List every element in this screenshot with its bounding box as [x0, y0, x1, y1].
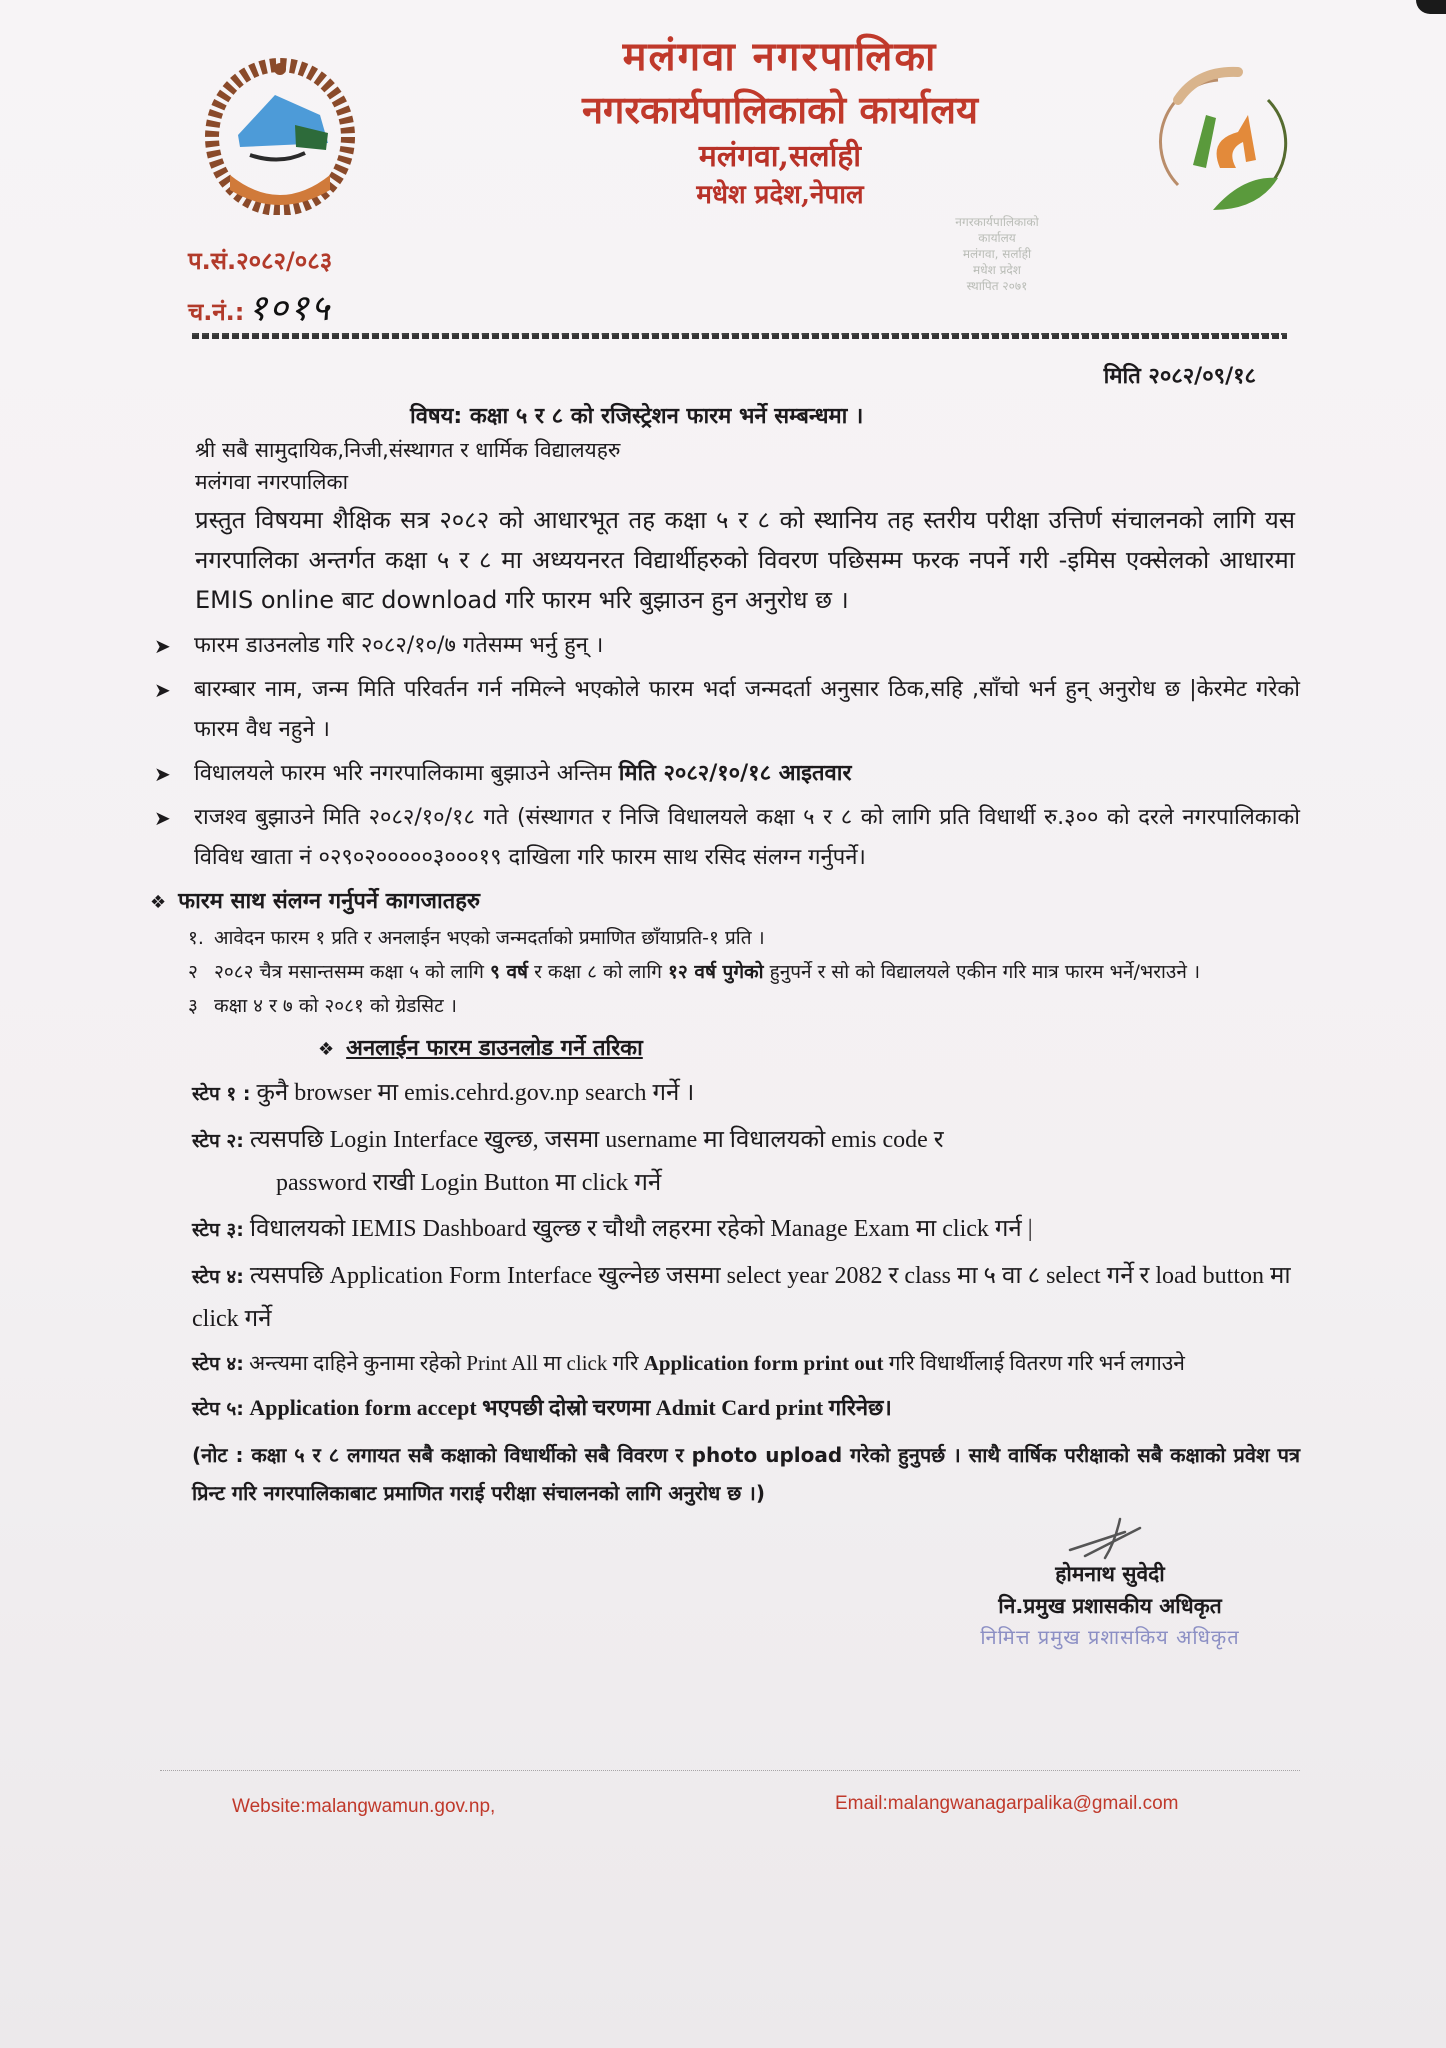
step-text: गरि विधार्थीलाई वितरण गरि भर्न लगाउने	[883, 1351, 1185, 1375]
note-paragraph: (नोट : कक्षा ५ र ८ लगायत सबै कक्षाको विधार्थीको सबै विवरण र photo upload गरेको हुनुपर्छ । साथै वार्षिक परीक्षाको सबै कक्षाको प्रवेश पत्र प्रिन्ट गरि नगरपालिकाबाट प्रमाणित गराई परीक्षा संचालनको लागि अनुरोध छ ।)	[192, 1443, 1300, 1505]
instruction-item	[150, 670, 1300, 750]
step-text: त्यसपछि Application Form Interface खुल्नेछ जसमा select year 2082 र class मा ५ वा ८ select गर्ने र load button मा click गर्ने	[192, 1263, 1291, 1332]
municipality-name: मलंगवा नगरपालिका	[622, 33, 938, 80]
item-text: २०८२ चैत्र मसान्तसम्म कक्षा ५ को लागि	[214, 961, 490, 983]
instruction-text: राजश्व बुझाउने मिति २०८२/१०/१८ गते (संस्थागत र निजि विधालयले कक्षा ५ र ८ को लागि प्रति विधार्थी रु.३०० को दरले नगरपालिकाको विविध खाता नं ०२९०२०००००३०००१९ दाखिला गरि फारम साथ रसिद संलग्न गर्नुपर्ने।	[194, 805, 1300, 870]
fiscal-year-ref: प.सं.२०८२/०८३	[188, 247, 333, 275]
instruction-item	[150, 626, 1300, 666]
office-name: नगरकार्यपालिकाको कार्यालय	[581, 87, 979, 132]
photo-edge-shadow	[1416, 0, 1446, 14]
step-emphasis: Application form print out	[643, 1351, 884, 1375]
step-item	[192, 1255, 1300, 1340]
document-item	[188, 989, 1298, 1023]
signatory-block	[930, 1558, 1290, 1652]
howto-heading-text: अनलाईन फारम डाउनलोड गर्ने तरिका	[346, 1036, 643, 1061]
item-number: २	[188, 961, 198, 983]
age-requirement: १२ वर्ष पुगेको	[668, 961, 764, 983]
instruction-list	[150, 626, 1300, 878]
dispatch-number-handwritten: १०१५	[248, 288, 332, 329]
steps-list	[192, 1072, 1300, 1430]
letter-body	[150, 400, 1300, 1686]
step-emphasis: Application form accept भएपछी दोस्रो चरणमा Admit Card print गरिनेछ।	[249, 1395, 892, 1420]
addressee-line: श्री सबै सामुदायिक,निजी,संस्थागत र धार्मिक विद्यालयहरु	[195, 438, 621, 462]
dispatch-label: च.नं.:	[188, 298, 245, 326]
diamond-bullet-icon: ❖	[150, 892, 167, 913]
instruction-text: विधालयले फारम भरि नगरपालिकामा बुझाउने अन्तिम	[194, 761, 619, 786]
municipality-logo-icon	[1148, 60, 1298, 220]
stamp-line: कार्यालय	[978, 231, 1016, 245]
step-label: स्टेप ४:	[192, 1266, 244, 1288]
arrow-bullet-icon: ➤	[154, 678, 171, 702]
step-item	[192, 1119, 1300, 1204]
step-text: विधालयको IEMIS Dashboard खुल्छ र चौथौ लहरमा रहेको Manage Exam मा click गर्न |	[249, 1216, 1033, 1242]
step-item	[192, 1344, 1300, 1383]
letter-date: मिति २०८२/०९/१८	[1103, 364, 1256, 389]
step-text: त्यसपछि Login Interface खुल्छ, जसमा username मा विधालयको emis code र	[249, 1127, 944, 1153]
signatory-title: नि.प्रमुख प्रशासकीय अधिकृत	[998, 1594, 1222, 1618]
instruction-item	[150, 798, 1300, 878]
step-item	[192, 1387, 1300, 1430]
age-requirement: ९ वर्ष	[490, 961, 529, 983]
header-divider	[192, 333, 1287, 339]
step-label: स्टेप ४:	[192, 1353, 244, 1375]
item-text: र कक्षा ८ को लागि	[528, 961, 669, 983]
howto-heading	[318, 1031, 1300, 1068]
signature-area	[150, 1516, 1300, 1686]
step-text: अन्त्यमा दाहिने कुनामा रहेको Print All मा click गरि	[249, 1351, 644, 1375]
office-location: मलंगवा,सर्लाही	[698, 139, 862, 174]
stamp-line: नगरकार्यपालिकाको	[955, 215, 1039, 229]
step-label: स्टेप ३:	[192, 1219, 244, 1241]
stamp-line: स्थापित २०७१	[966, 279, 1028, 293]
signatory-stamp: निमित्त प्रमुख प्रशासकिय अधिकृत	[980, 1625, 1240, 1649]
documents-heading-text: फारम साथ संलग्न गर्नुपर्ने कागजातहरु	[178, 889, 481, 914]
deadline-text: मिति २०८२/१०/१८ आइतवार	[618, 761, 852, 786]
body-paragraph: प्रस्तुत विषयमा शैक्षिक सत्र २०८२ को आधारभूत तह कक्षा ५ र ८ को स्थानिय तह स्तरीय परीक्षा उत्तिर्ण संचालनको लागि यस नगरपालिका अन्तर्गत कक्षा ५ र ८ मा अध्ययनरत विद्यार्थीहरुको विवरण पछिसम्म फरक नपर्ने गरी -इमिस एक्सेलको आधारमा EMIS online बाट download गरि फारम भरि बुझाउन हुन अनुरोध छ ।	[195, 506, 1295, 614]
stamp-line: मलंगवा, सर्लाही	[962, 247, 1032, 261]
footer-divider	[160, 1770, 1300, 1771]
addressee-line: मलंगवा नगरपालिका	[195, 470, 349, 494]
subject-line: विषय: कक्षा ५ र ८ को रजिस्ट्रेशन फारम भर्ने सम्बन्धमा ।	[410, 404, 864, 429]
step-label: स्टेप २:	[192, 1130, 244, 1152]
step-label: स्टेप ५:	[192, 1398, 244, 1420]
item-number: ३	[188, 995, 198, 1017]
instruction-item	[150, 754, 1300, 794]
letterhead	[430, 30, 1130, 212]
documents-heading	[150, 884, 1300, 921]
item-text: आवेदन फारम १ प्रति र अनलाईन भएको जन्मदर्ताको प्रमाणित छाँयाप्रति-१ प्रति ।	[214, 927, 765, 949]
step-item	[192, 1208, 1300, 1251]
footer-website: Website:malangwamun.gov.np,	[232, 1796, 496, 1817]
signatory-name: होमनाथ सुवेदी	[1055, 1562, 1165, 1586]
arrow-bullet-icon: ➤	[154, 806, 171, 830]
documents-list	[188, 921, 1298, 1023]
footer-email: Email:malangwanagarpalika@gmail.com	[835, 1793, 1179, 1814]
step-label: स्टेप १ :	[192, 1083, 251, 1105]
arrow-bullet-icon: ➤	[154, 634, 171, 658]
diamond-bullet-icon: ❖	[318, 1039, 335, 1060]
step-text-continued: password राखी Login Button मा click गर्ने	[276, 1170, 662, 1196]
arrow-bullet-icon: ➤	[154, 762, 171, 786]
nepal-emblem-icon	[200, 55, 360, 215]
item-number: १.	[188, 927, 204, 949]
office-stamp	[912, 214, 1082, 294]
instruction-text: फारम डाउनलोड गरि २०८२/१०/७ गतेसम्म भर्नु हुन् ।	[194, 633, 604, 658]
office-province: मधेश प्रदेश,नेपाल	[696, 180, 864, 210]
step-item	[192, 1072, 1300, 1115]
signature-icon	[1065, 1516, 1155, 1560]
step-text: कुनै browser मा emis.cehrd.gov.np search गर्ने ।	[256, 1080, 695, 1106]
item-text: हुनुपर्ने र सो को विद्यालयले एकीन गरि मात्र फारम भर्ने/भराउने ।	[763, 961, 1201, 983]
document-item	[188, 921, 1298, 955]
stamp-line: मधेश प्रदेश	[973, 263, 1021, 277]
dispatch-ref	[188, 282, 331, 331]
item-text: कक्षा ४ र ७ को २०८१ को ग्रेडसिट ।	[214, 995, 457, 1017]
instruction-text: बारम्बार नाम, जन्म मिति परिवर्तन गर्न नमिल्ने भएकोले फारम भर्दा जन्मदर्ता अनुसार ठिक,सहि ,साँचो भर्न हुन् अनुरोध छ |केरमेट गरेको फारम वैध नहुने ।	[194, 677, 1300, 742]
document-item	[188, 955, 1298, 989]
